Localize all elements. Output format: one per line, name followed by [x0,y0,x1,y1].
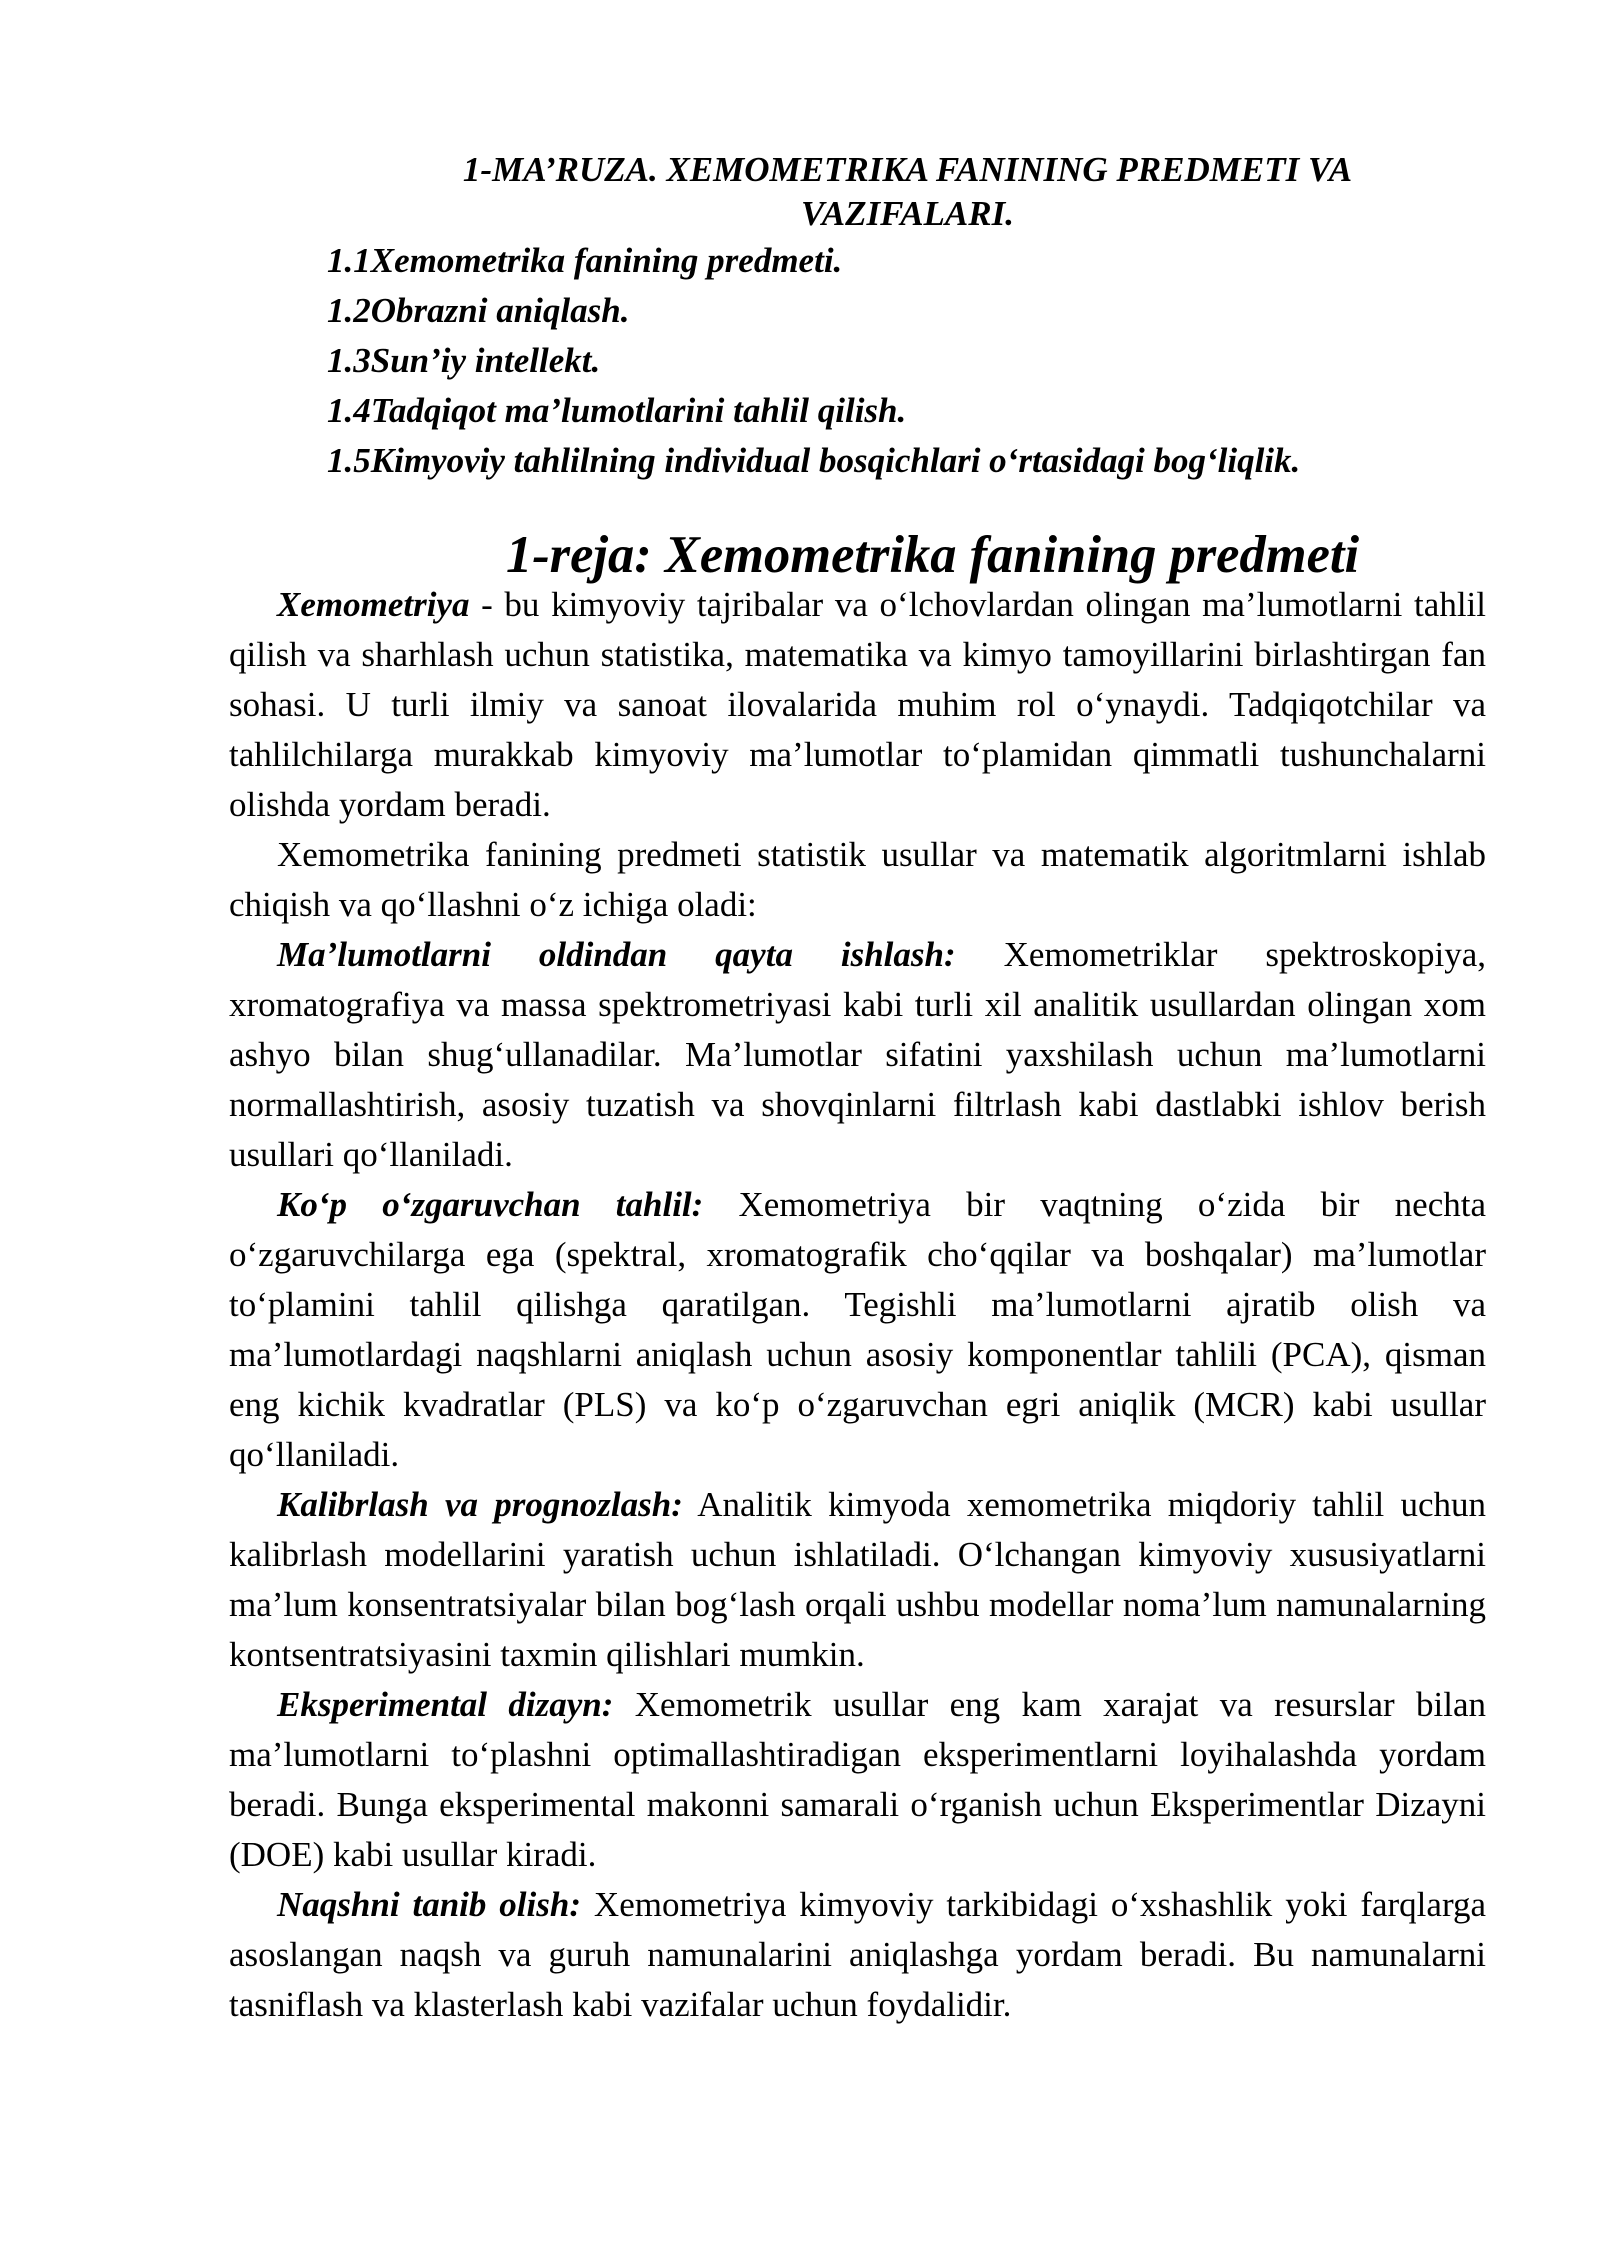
paragraph-term: Kalibrlash va prognozlash: [277,1485,683,1524]
paragraph-text: Analitik kimyoda xemometrika miqdoriy tahlil uchun kalibrlash modellarini yaratish uchun ishlatiladi. O‘lchangan kimyoviy xususiyatlarni ma’lum konsentratsiyalar bilan bog‘lash orqali ushbu modellar noma’lum namunalarning kontsentratsiyasini taxmin qilishlari mumkin. [229,1485,1486,1674]
toc-item: 1.4Tadqiqot ma’lumotlarini tahlil qilish. [327,391,907,430]
paragraph-text: Xemometriklar spektroskopiya, xromatografiya va massa spektrometriyasi kabi turli xil analitik usullardan olingan xom ashyo bilan shug‘ullanadilar. Ma’lumotlar sifatini yaxshilash uchun ma’lumotlarni normallashtirish, asosiy tuzatish va shovqinlarni filtrlash kabi dastlabki ishlov berish usullari qo‘llaniladi. [229,935,1486,1174]
paragraph-definition [229,580,1486,830]
paragraph-term: Naqshni tanib olish: [277,1885,581,1924]
lecture-title [229,148,1486,236]
paragraph-preprocessing [229,930,1486,1180]
paragraph-text: Xemometriya bir vaqtning o‘zida bir nechta o‘zgaruvchilarga ega (spektral, xromatografik cho‘qqilar va boshqalar) ma’lumotlar to‘plamini tahlil qilishga qaratilgan. Tegishli ma’lumotlarni ajratib olish va ma’lumotlardagi naqshlarni aniqlash uchun asosiy komponentlar tahlili (PCA), qisman eng kichik kvadratlar (PLS) va ko‘p o‘zgaruvchan egri aniqlik (MCR) kabi usullar qo‘llaniladi. [229,1185,1486,1474]
lecture-title-line-1: 1-MA’RUZA. XEMOMETRIKA FANINING PREDMETI VA [462,150,1353,189]
paragraph-pattern-recognition [229,1880,1486,2030]
toc-item: 1.5Kimyoviy tahlilning individual bosqichlari o‘rtasidagi bog‘liqlik. [327,441,1301,480]
paragraph-term: Eksperimental dizayn: [277,1685,614,1724]
paragraph-text: Xemometrika fanining predmeti statistik usullar va matematik algoritmlarni ishlab chiqish va qo‘llashni o‘z ichiga oladi: [229,835,1486,924]
paragraph-experimental-design [229,1680,1486,1880]
toc-item: 1.3Sun’iy intellekt. [327,341,601,380]
paragraph-term: Xemometriya [277,585,470,624]
paragraph-text: Xemometriya kimyoviy tarkibidagi o‘xshashlik yoki farqlarga asoslangan naqsh va guruh namunalarini aniqlashga yordam beradi. Bu namunalarni tasniflash va klasterlash kabi vazifalar uchun foydalidir. [229,1885,1486,2024]
toc-item: 1.2Obrazni aniqlash. [327,291,630,330]
toc-item: 1.1Xemometrika fanining predmeti. [327,241,843,280]
lecture-title-line-2: VAZIFALARI. [800,194,1014,233]
paragraph-text: Xemometrik usullar eng kam xarajat va resurslar bilan ma’lumotlarni to‘plashni optimallashtiradigan eksperimentlarni loyihalashda yordam beradi. Bunga eksperimental makonni samarali o‘rganish uchun Eksperimentlar Dizayni (DOE) kabi usullar kiradi. [229,1685,1486,1874]
paragraph-intro [229,830,1486,930]
section-heading: 1-reja: Xemometrika fanining predmeti [505,526,1360,584]
document-page [229,148,1486,2030]
paragraph-multivariate [229,1180,1486,1480]
table-of-contents [229,236,1486,486]
paragraph-text: - bu kimyoviy tajribalar va o‘lchovlardan olingan ma’lumotlarni tahlil qilish va sharhlash uchun statistika, matematika va kimyo tamoyillarini birlashtirgan fan sohasi. U turli ilmiy va sanoat ilovalarida muhim rol o‘ynaydi. Tadqiqotchilar va tahlilchilarga murakkab kimyoviy ma’lumotlar to‘plamidan qimmatli tushunchalarni olishda yordam beradi. [229,585,1486,824]
paragraph-calibration [229,1480,1486,1680]
paragraph-term: Ko‘p o‘zgaruvchan tahlil: [277,1185,704,1224]
paragraph-term: Ma’lumotlarni oldindan qayta ishlash: [277,935,956,974]
